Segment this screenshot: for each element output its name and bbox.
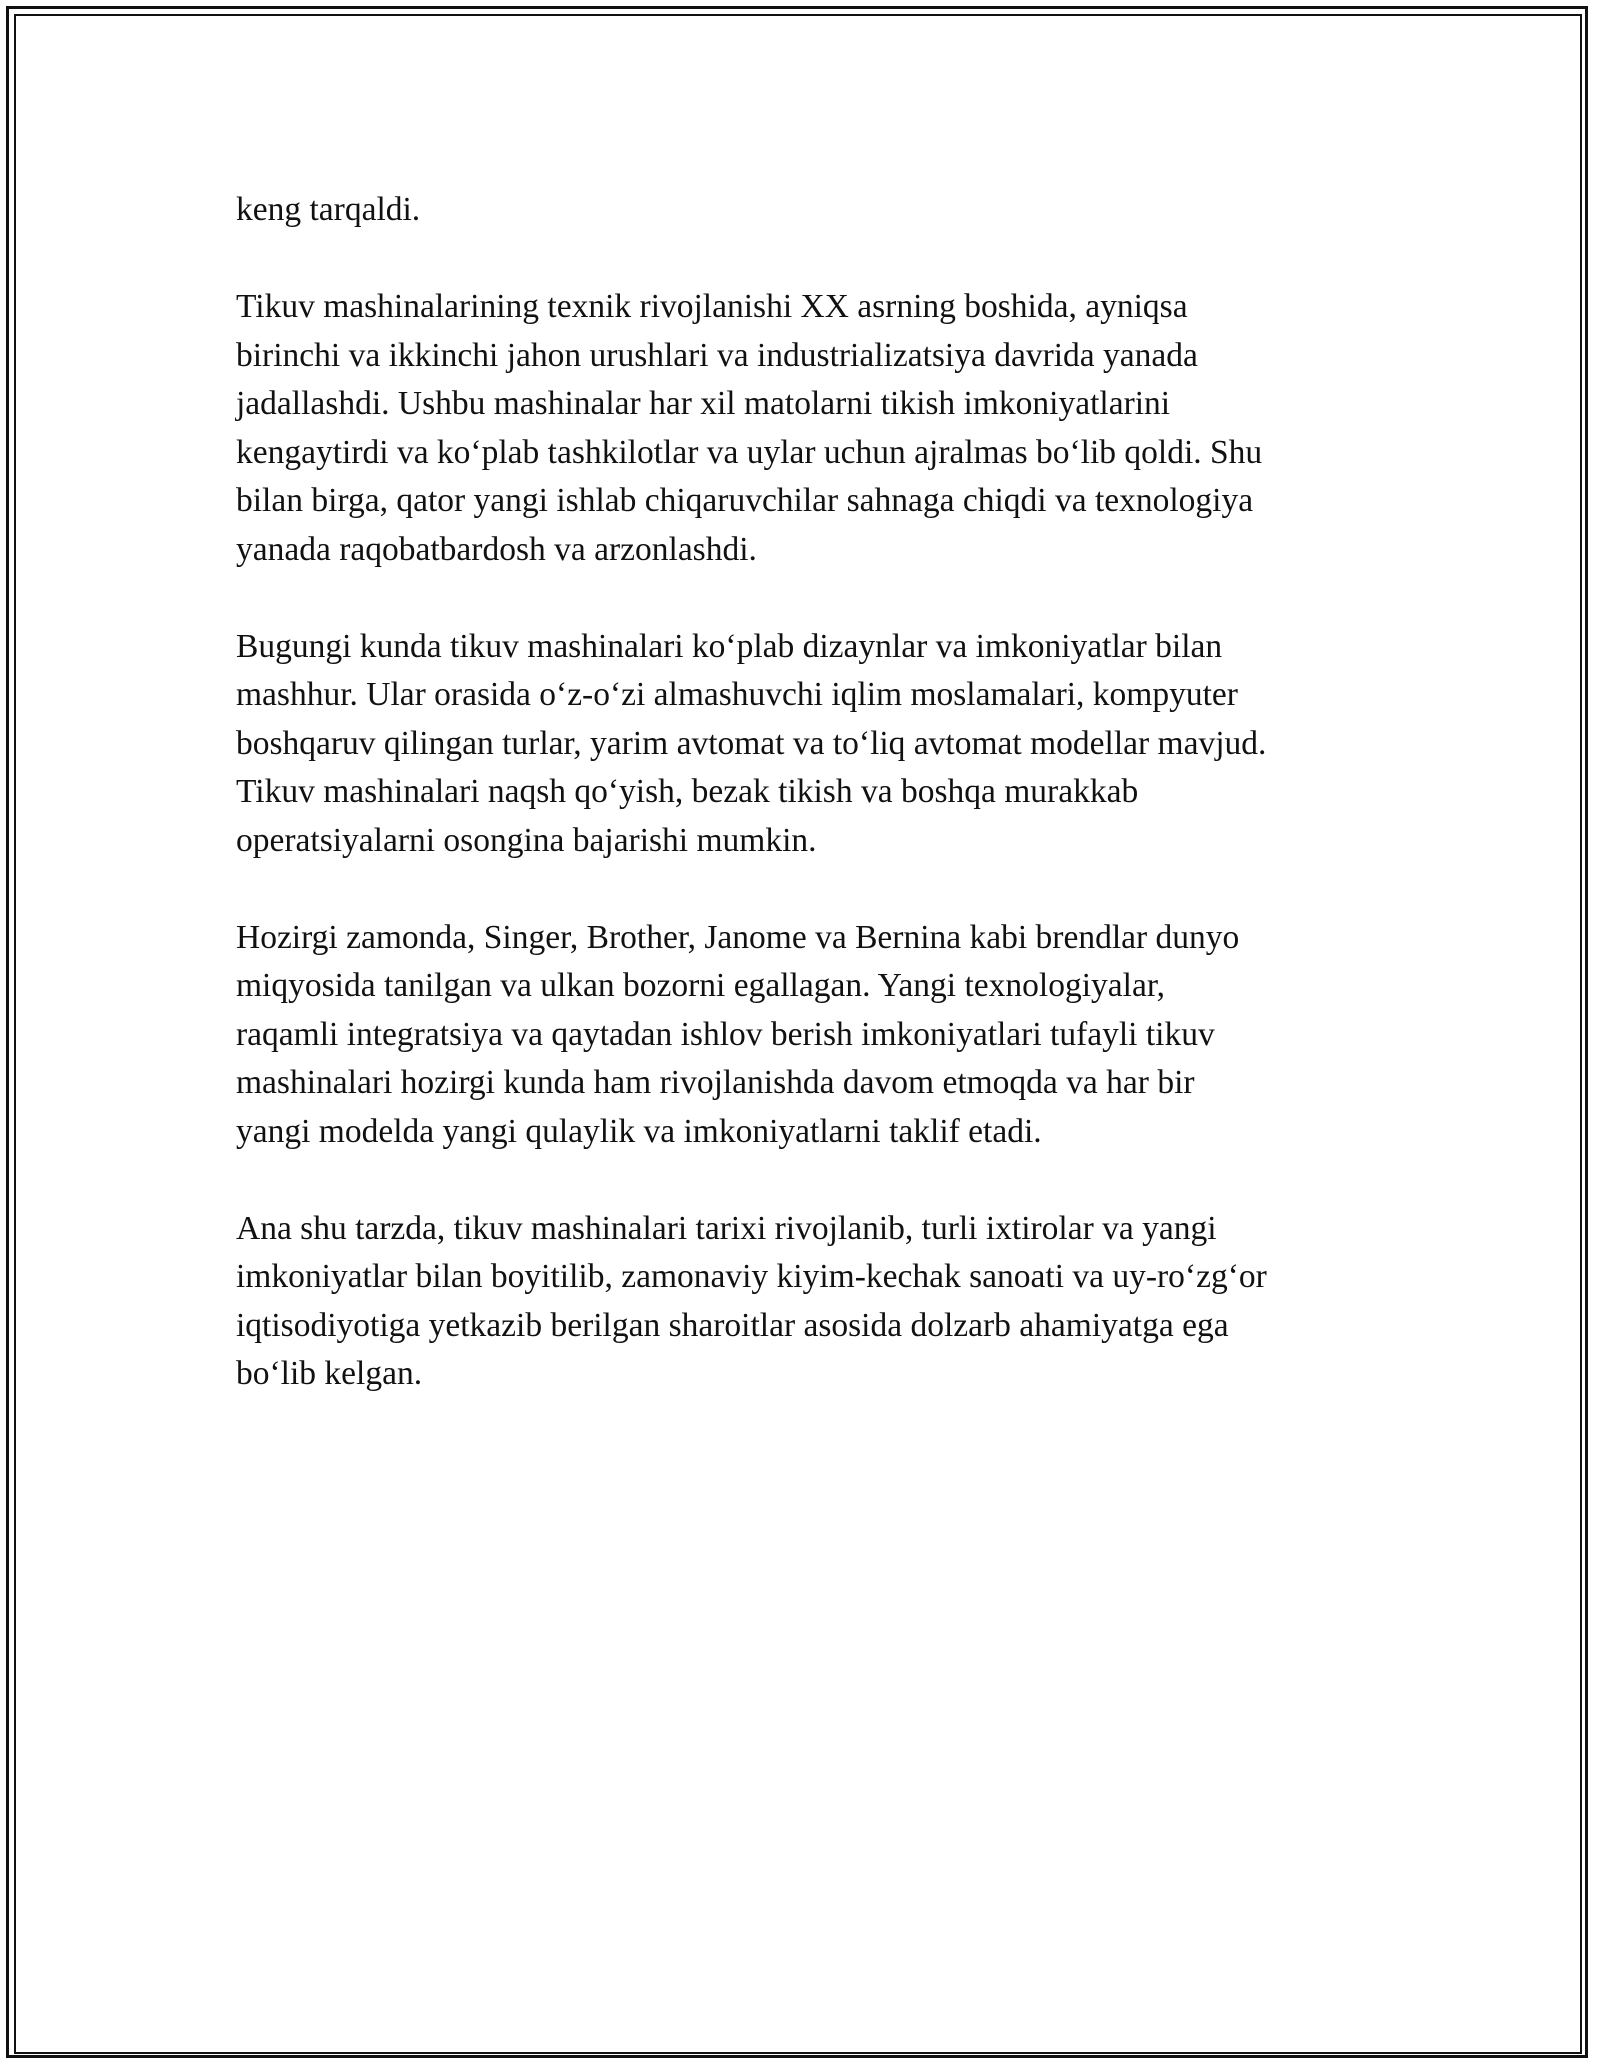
text-line: jadallashdi. Ushbu mashinalar har xil matolarni tikish imkoniyatlarini xyxy=(236,385,1171,422)
document-body xyxy=(236,186,1376,1399)
text-line: imkoniyatlar bilan boyitilib, zamonaviy kiyim-kechak sanoati va uy-roʻzgʻor xyxy=(236,1258,1267,1295)
text-line: raqamli integratsiya va qaytadan ishlov berish imkoniyatlari tufayli tikuv xyxy=(236,1015,1215,1053)
text-line: mashinalari hozirgi kunda ham rivojlanishda davom etmoqda va har bir xyxy=(236,1064,1195,1101)
paragraph xyxy=(236,283,1376,574)
text-line: keng tarqaldi. xyxy=(236,191,421,228)
paragraph xyxy=(236,1205,1376,1399)
text-line: Bugungi kunda tikuv mashinalari koʻplab dizaynlar va imkoniyatlar bilan xyxy=(236,627,1223,665)
paragraph xyxy=(236,186,1376,235)
text-line: boʻlib kelgan. xyxy=(236,1355,423,1392)
text-line: kengaytirdi va koʻplab tashkilotlar va uylar uchun ajralmas boʻlib qoldi. Shu xyxy=(236,433,1263,471)
text-line: operatsiyalarni osongina bajarishi mumkin. xyxy=(236,821,817,859)
text-line: yanada raqobatbardosh va arzonlashdi. xyxy=(236,530,757,568)
paragraph xyxy=(236,914,1376,1157)
text-line: Ana shu tarzda, tikuv mashinalari tarixi rivojlanib, turli ixtirolar va yangi xyxy=(236,1209,1217,1247)
text-line: boshqaruv qilingan turlar, yarim avtomat va toʻliq avtomat modellar mavjud. xyxy=(236,724,1267,762)
text-line: Hozirgi zamonda, Singer, Brother, Janome va Bernina kabi brendlar dunyo xyxy=(236,918,1240,956)
text-line: iqtisodiyotiga yetkazib berilgan sharoitlar asosida dolzarb ahamiyatga ega xyxy=(236,1306,1229,1344)
text-line: birinchi va ikkinchi jahon urushlari va industrializatsiya davrida yanada xyxy=(236,336,1198,374)
text-line: miqyosida tanilgan va ulkan bozorni egallagan. Yangi texnologiyalar, xyxy=(236,967,1166,1004)
text-line: Tikuv mashinalarining texnik rivojlanishi XX asrning boshida, ayniqsa xyxy=(236,288,1188,325)
text-line: yangi modelda yangi qulaylik va imkoniyatlarni taklif etadi. xyxy=(236,1112,1042,1150)
text-line: Tikuv mashinalari naqsh qoʻyish, bezak tikish va boshqa murakkab xyxy=(236,773,1139,810)
text-line: bilan birga, qator yangi ishlab chiqaruvchilar sahnaga chiqdi va texnologiya xyxy=(236,482,1254,519)
text-line: mashhur. Ular orasida oʻz-oʻzi almashuvchi iqlim moslamalari, kompyuter xyxy=(236,676,1238,713)
paragraph xyxy=(236,623,1376,866)
